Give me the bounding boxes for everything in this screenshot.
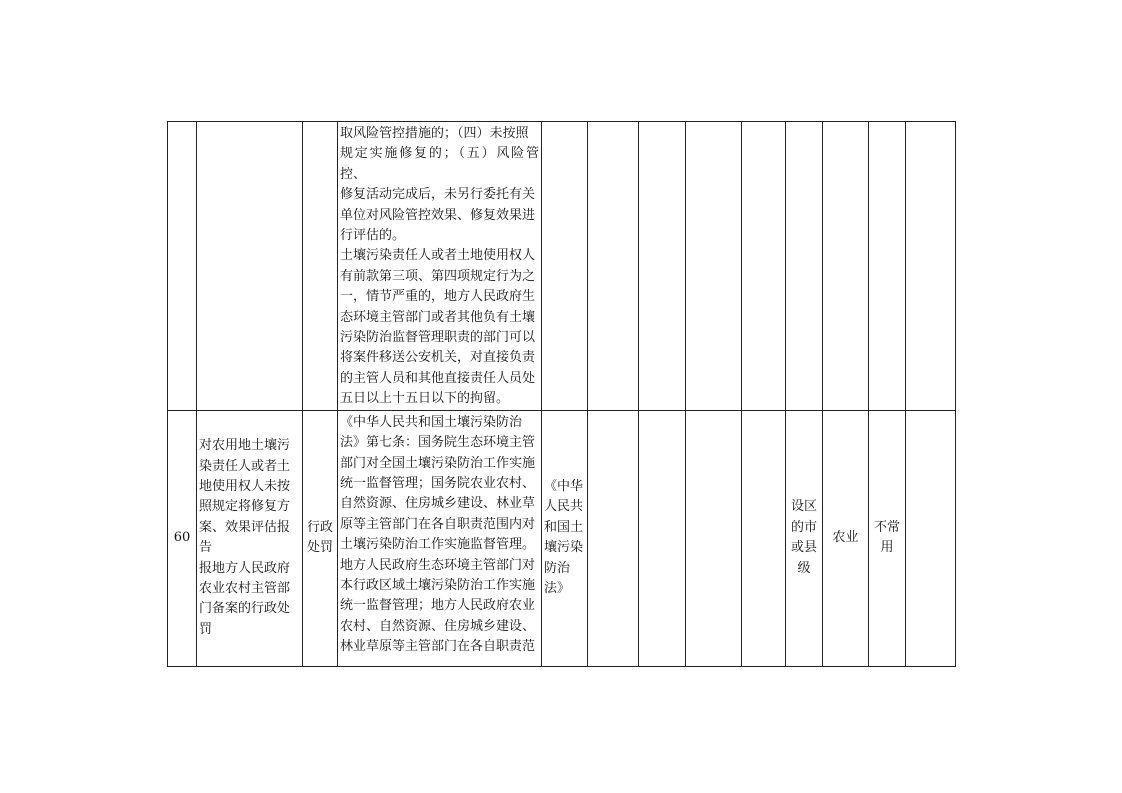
level-cell xyxy=(786,122,823,411)
frequency-cell xyxy=(869,122,906,411)
number-cell: 60 xyxy=(168,410,197,666)
content-cell: 《中华人民共和国土壤污染防治 法》第七条：国务院生态环境主管 部门对全国土壤污染防治工作实施 统一监督管理；国务院农业农村、 自然资源、住房城乡建设、林业草 原等主管部门在各自职责范围内对 土壤污染防治工作实施监督管理。 地方人民政府生态环境主管部门对 本行政区域土壤污染防治工作实施 统一监督管理；地方人民政府农业 农村、自然资源、住房城乡建设、 林业草原等主管部门在各自职责范 xyxy=(338,410,542,666)
department-cell xyxy=(823,122,869,411)
category-cell xyxy=(303,122,338,411)
empty-cell xyxy=(742,122,786,411)
empty-cell xyxy=(742,410,786,666)
remark-cell xyxy=(906,122,956,411)
empty-cell xyxy=(639,410,686,666)
number-cell xyxy=(168,122,197,411)
category-cell: 行政 处罚 xyxy=(303,410,338,666)
empty-cell xyxy=(639,122,686,411)
item-name-cell: 对农用地土壤污 染责任人或者土 地使用权人未按 照规定将修复方 案、效果评估报告 报地方人民政府 农业农村主管部 门备案的行政处 罚 xyxy=(197,410,303,666)
legal-basis-cell: 《中华 人民共 和国土 壤污染 防治 法》 xyxy=(542,410,588,666)
frequency-cell: 不常 用 xyxy=(869,410,906,666)
table-row xyxy=(168,410,956,666)
empty-cell xyxy=(686,122,742,411)
empty-cell xyxy=(588,410,639,666)
legal-basis-cell xyxy=(542,122,588,411)
power-list-table xyxy=(167,121,956,667)
item-name-cell xyxy=(197,122,303,411)
level-cell: 设区 的市 或县 级 xyxy=(786,410,823,666)
department-cell: 农业 xyxy=(823,410,869,666)
content-cell: 取风险管控措施的；（四）未按照 规定实施修复的；（五）风险管控、 修复活动完成后，未另行委托有关 单位对风险管控效果、修复效果进 行评估的。 土壤污染责任人或者土地使用权人 有前款第三项、第四项规定行为之 一，情节严重的，地方人民政府生 态环境主管部门或者其他负有土壤 污染防治监督管理职责的部门可以 将案件移送公安机关，对直接负责 的主管人员和其他直接责任人员处 五日以上十五日以下的拘留。 xyxy=(338,122,542,411)
empty-cell xyxy=(686,410,742,666)
table-row xyxy=(168,122,956,411)
empty-cell xyxy=(588,122,639,411)
remark-cell xyxy=(906,410,956,666)
